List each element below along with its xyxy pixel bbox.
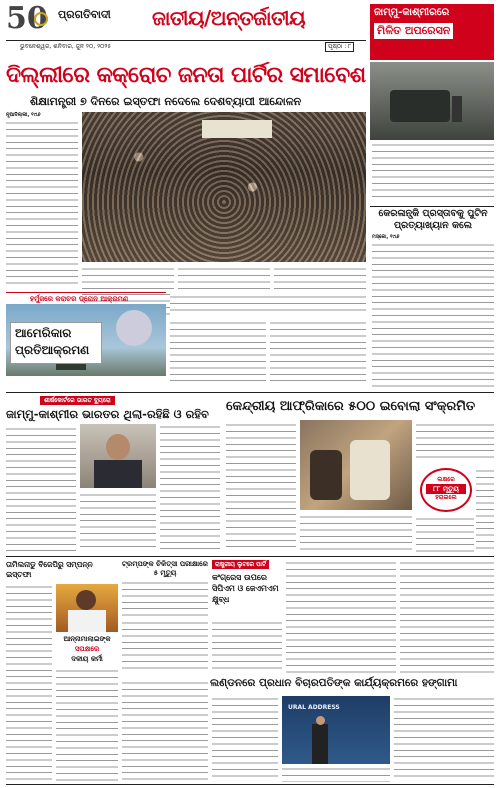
london-photo: [282, 696, 390, 764]
ebola-badge-1: ଲକ୍ଷରେ: [437, 476, 455, 483]
ebola-body-col4: [476, 468, 494, 552]
congress-headline: କଂଗ୍ରେସ ଉପରେ ସିପିଏମ ଓ ଜେଏମଏମ କ୍ଷୁବ୍ଧ: [212, 573, 279, 604]
rally-crowd-photo: [82, 112, 366, 262]
paper-name: ପ୍ରଗତିବାଦୀ: [58, 8, 111, 21]
logo-number: 50: [6, 1, 48, 36]
london-body-col4: [394, 696, 494, 782]
tn-body-col2: [56, 668, 118, 782]
lead-dateline: ନୂଆଦିଲ୍ଲୀ, ୧୯ା୬: [6, 112, 41, 118]
congress-body-col2: [212, 620, 282, 674]
mid-body: [170, 294, 366, 316]
tn-person-photo: [56, 584, 118, 632]
jk-kicker: ଶୀର୍ଷକୋର୍ଟରେ ଭାରତ ବ୍ୟୁରୋ: [40, 396, 115, 405]
ebola-headline: କେନ୍ଦ୍ରୀୟ ଆଫ୍ରିକାରେ ୫୦୦ ଇବୋଲା ସଂକ୍ରମିତ: [226, 399, 476, 414]
kashmir-operation-photo: [370, 62, 494, 140]
date-line: ଭୁବନେଶ୍ୱର, ଶନିବାର, ଜୁନ ୨୦, ୨୦୨୫: [20, 43, 112, 50]
ebola-badge: [420, 468, 472, 512]
tn-caption-2: ସପକ୍ଷରେ: [74, 645, 100, 653]
kashmir-box-line1: ଜାମ୍ମୁ-କାଶ୍ମୀରରେ: [374, 7, 450, 18]
page-number: ପୃଷ୍ଠା : ୮: [325, 42, 354, 52]
america-headline-2: ପ୍ରତିଆକ୍ରମଣ: [15, 343, 90, 357]
tn-caption-3: ଦଳୀୟ କର୍ମୀ: [71, 655, 103, 663]
congress-kicker: ରାଷ୍ଟ୍ରୀୟ ଲୁଟରେ ପାର୍ଟି: [212, 560, 269, 569]
tn-body-col1: [6, 584, 52, 782]
kerala-headline: କେରଳାନ୍ସ୍କି ପ୍ରସ୍ତାବକୁ ପୁଟିନ ପ୍ରତ୍ୟାଖ୍ୟାନ କଲେ: [378, 208, 488, 231]
ebola-body-col2: [300, 514, 412, 552]
misc-body-col1: [286, 560, 396, 674]
kashmir-box-line2: ମିଳିତ ଅପରେସନ: [374, 23, 453, 39]
london-headline: ଲଣ୍ଡନରେ ପ୍ରଧାନ ବିଚାରପତିଙ୍କ କାର୍ଯ୍ୟକ୍ରମରେ ହଙ୍ଗାମା: [210, 677, 458, 689]
kerala-dateline: ମସ୍କୋ, ୧୯ା୬: [372, 234, 400, 240]
jk-headline: ଜାମ୍ମୁ-କାଶ୍ମୀର ଭାରତର ଥିଲା-ରହିଛି ଓ ରହିବ: [6, 407, 209, 421]
jk-body-col1: [6, 426, 76, 552]
trump-body: [122, 580, 208, 616]
jk-body-col3: [160, 424, 220, 552]
ebola-body-col5: [416, 516, 474, 552]
america-body-col1: [170, 320, 266, 386]
tn-caption-1: ଆନ୍ନାମାଲାଇଙ୍କ: [63, 635, 111, 643]
section-title: ଜାତୀୟ/ଅନ୍ତର୍ଜାତୀୟ: [152, 6, 306, 30]
america-headline-box: [10, 322, 102, 364]
london-body-col3: [282, 766, 390, 782]
kashmir-box: [370, 4, 494, 60]
logo-emblem-icon: [34, 12, 48, 26]
tn-headline: ତାମିଲନାଡୁ ବିଜେପିରୁ ସମ୍ପନ୍ନ ଇସ୍ତଫା: [6, 560, 93, 579]
jk-person-photo: [80, 424, 156, 488]
ebola-body-col3: [416, 422, 494, 462]
trump-headline: ଟ୍ରମ୍ପଙ୍କ ଚିକିତ୍ସା ପରୀକ୍ଷାରେ ୫ ମୃତ୍ୟୁ: [122, 560, 208, 577]
jk-body-col2: [80, 492, 156, 552]
london-body-col1: [122, 680, 208, 782]
america-body-col2: [270, 320, 366, 386]
lead-body-col1: [6, 120, 78, 288]
tn-caption-box: [56, 634, 118, 664]
america-kicker: ହର୍ମୁଜରେ କରାଚର ଡ୍ରୋନ ଆକ୍ରମଣ: [30, 295, 129, 303]
kerala-body: [372, 242, 494, 390]
london-photo-text: URAL ADDRESS: [288, 704, 340, 711]
ebola-body-col1: [226, 422, 296, 552]
misc-body-col2: [400, 560, 494, 674]
lead-headline: ଦିଲ୍ଲୀରେ କକ୍ରୋଚ ଜନତା ପାର୍ଟିର ସମାବେଶ: [6, 63, 366, 88]
kashmir-body: [372, 142, 494, 202]
ebola-badge-2: ୮୮ ମୃତ୍ୟୁ: [426, 484, 466, 494]
masthead: [0, 0, 500, 62]
america-headline-1: ଆମେରିକାର: [15, 326, 72, 340]
lead-subhead: ଶିକ୍ଷାମନ୍ତ୍ରୀ ୭ ଦିନରେ ଇସ୍ତଫା ନଦେଲେ ଦେଶବ୍ୟାପୀ ଆନ୍ଦୋଳନ: [30, 95, 302, 108]
congress-body-col1: [122, 620, 208, 674]
ebola-badge-3: ହରାଇଲେ: [435, 494, 457, 501]
london-body-col2: [212, 696, 278, 782]
ebola-photo: [300, 420, 412, 510]
